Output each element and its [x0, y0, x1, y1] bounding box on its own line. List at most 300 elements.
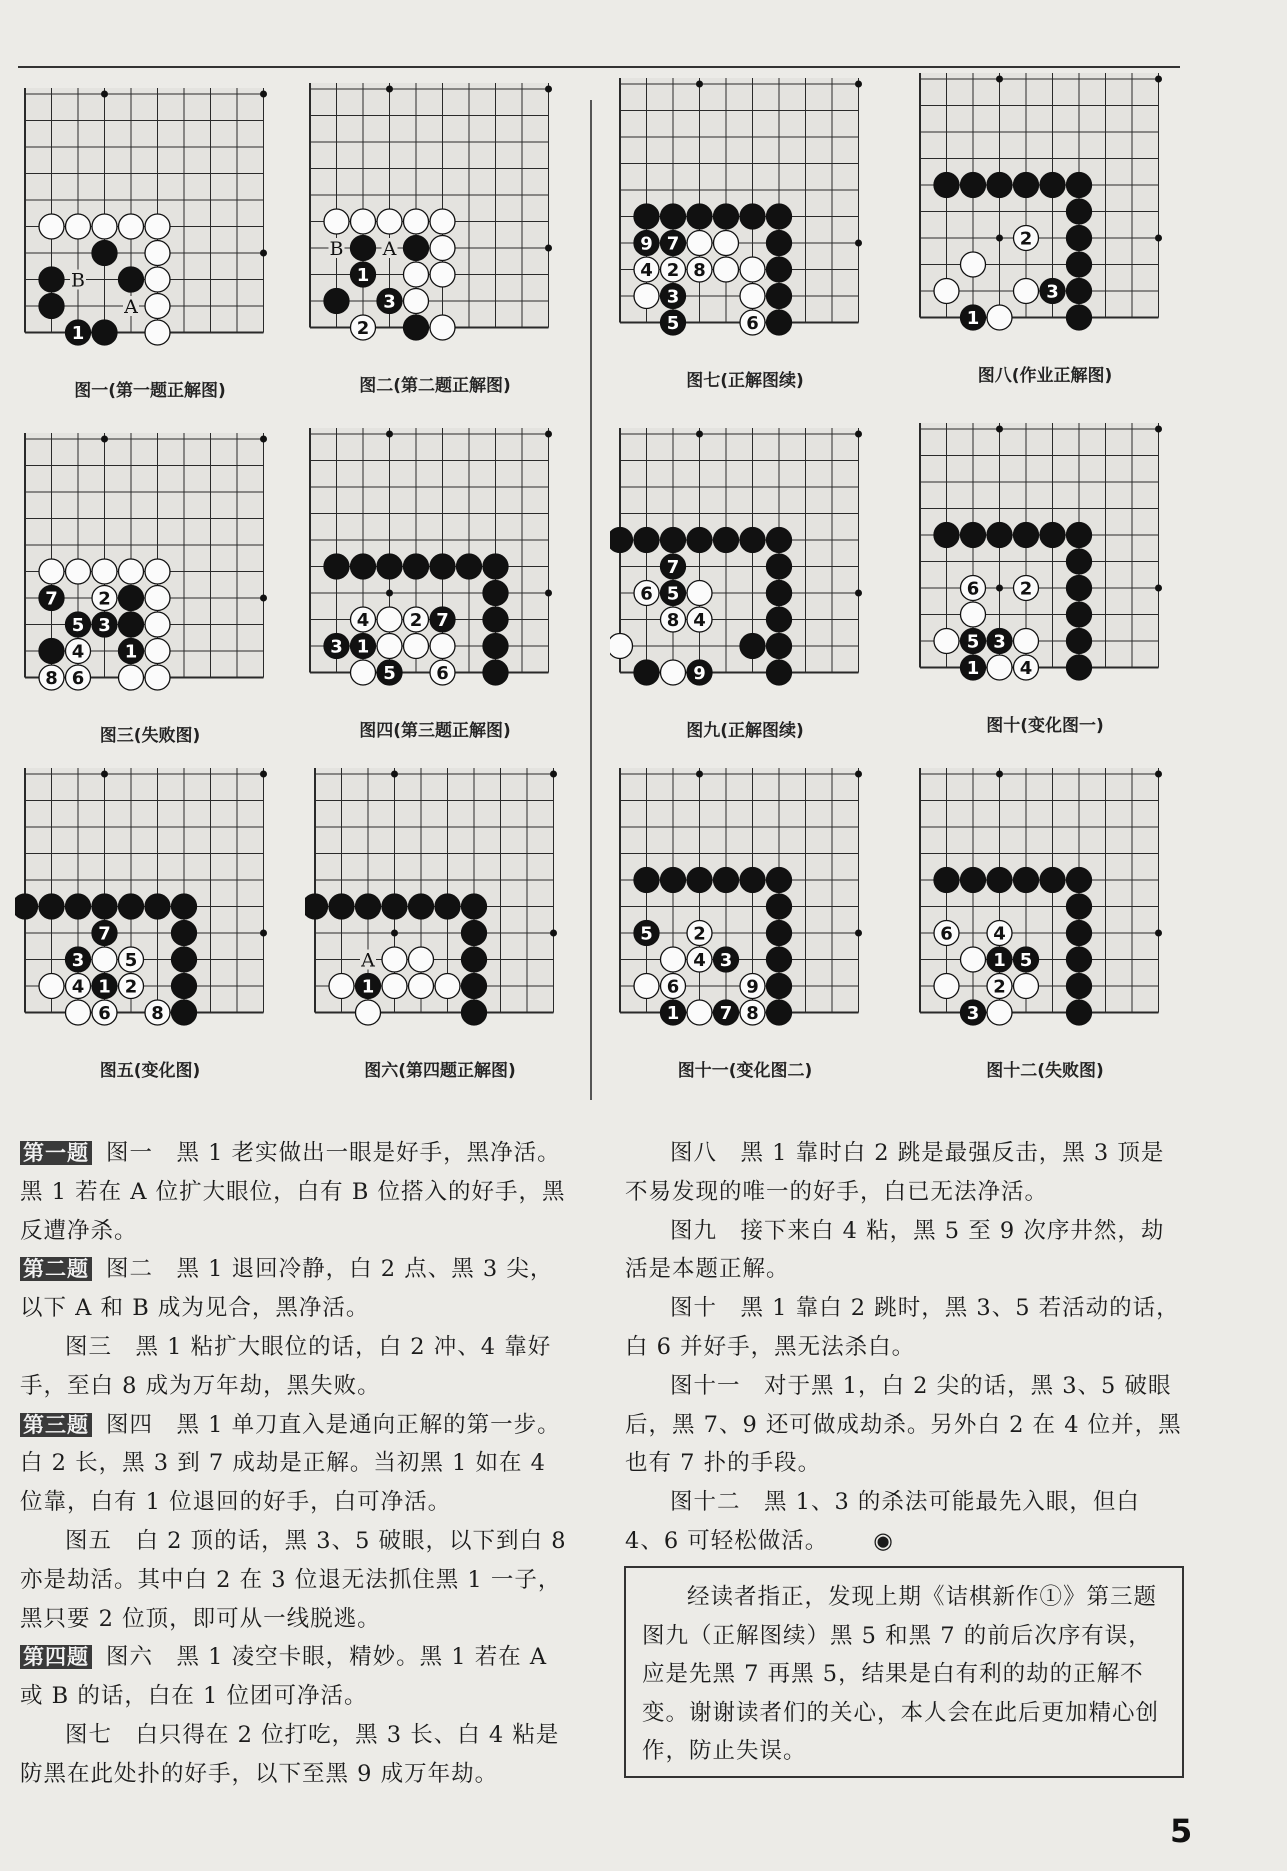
white-stone [39, 974, 64, 999]
point-label: B [329, 238, 344, 260]
go-board [610, 420, 880, 720]
diagram-caption: 图一(第一题正解图) [74, 381, 226, 401]
move-number: 1 [356, 265, 370, 286]
black-stone [404, 554, 429, 579]
move-number: 6 [746, 313, 759, 334]
paragraph: 图七 白只得在 2 位打吃，黑 3 长、白 4 粘是防黑在此处扑的好手，以下至黑 9 成万年劫。 [20, 1721, 560, 1787]
black-stone [119, 612, 144, 637]
move-number: 4 [693, 610, 706, 631]
black-stone [1067, 629, 1092, 654]
board-surface [920, 73, 1159, 318]
black-stone [1014, 523, 1039, 548]
white-stone [119, 665, 144, 690]
move-number: 5 [383, 663, 396, 684]
black-stone [934, 173, 959, 198]
black-stone [462, 894, 487, 919]
white-stone [430, 634, 455, 659]
black-stone [1067, 549, 1092, 574]
black-stone [767, 660, 792, 685]
black-stone [767, 284, 792, 309]
white-stone [404, 209, 429, 234]
paragraph-text: 图四 黑 1 单刀直入是通向正解的第一步。白 2 长，黑 3 到 7 成劫是正解。当初黑 1 如在 4 位靠，白有 1 位退回的好手，白可净活。 [20, 1411, 561, 1516]
diagram-figure [910, 415, 1180, 745]
white-stone [356, 1000, 381, 1025]
correction-box [624, 1566, 1184, 1778]
black-stone [1067, 305, 1092, 330]
black-stone [934, 868, 959, 893]
white-stone [382, 947, 407, 972]
move-number: 1 [356, 636, 370, 658]
diagram-caption: 图六(第四题正解图) [364, 1061, 516, 1081]
go-board [910, 760, 1180, 1060]
black-stone [987, 523, 1012, 548]
column-divider [590, 100, 592, 1100]
star-point [260, 930, 267, 937]
right-text-column [625, 1134, 1185, 1561]
diagram-figure [610, 70, 880, 400]
white-stone [740, 257, 765, 282]
paragraph: 图十 黑 1 靠白 2 跳时，黑 3、5 若活动的话，白 6 并好手，黑无法杀白。 [625, 1295, 1180, 1360]
move-number: 5 [666, 313, 680, 334]
white-stone [1014, 974, 1039, 999]
move-number: 3 [71, 950, 85, 971]
white-stone [351, 660, 376, 685]
black-stone [172, 1000, 197, 1025]
star-point [1155, 771, 1162, 778]
black-stone [767, 868, 792, 893]
black-stone [767, 581, 792, 606]
move-number: 8 [45, 668, 58, 689]
black-stone [767, 1000, 792, 1025]
white-stone [961, 252, 986, 277]
white-stone [934, 974, 959, 999]
move-number: 1 [361, 976, 375, 998]
paragraph-text: 图一 黑 1 老实做出一眼是好手，黑净活。黑 1 若在 A 位扩大眼位，白有 B 位搭入的好手，黑反遭净杀。 [20, 1140, 566, 1244]
black-stone [145, 894, 170, 919]
white-stone [145, 267, 170, 292]
white-stone [145, 639, 170, 664]
board-surface [920, 768, 1159, 1013]
move-number: 6 [666, 976, 680, 998]
go-board [300, 75, 570, 375]
black-stone [1067, 947, 1092, 972]
go-board [15, 80, 285, 380]
white-stone [430, 236, 455, 261]
star-point [550, 771, 557, 778]
white-stone [430, 262, 455, 287]
black-stone [92, 241, 117, 266]
black-stone [767, 231, 792, 256]
black-stone [404, 236, 429, 261]
diagram-caption: 图二(第二题正解图) [359, 376, 511, 396]
board-surface [25, 433, 264, 678]
black-stone [1067, 173, 1092, 198]
move-number: 2 [1019, 228, 1033, 250]
diagram-figure [610, 760, 880, 1090]
star-point [550, 930, 557, 937]
black-stone [15, 894, 38, 919]
black-stone [409, 894, 434, 919]
diagram-caption: 图四(第三题正解图) [359, 721, 511, 741]
paragraph: 图五 白 2 顶的话，黑 3、5 破眼，以下到白 8 亦是劫活。其中白 2 在 3 位退无法抓住黑 1 一子，黑只要 2 位顶，即可从一线脱逃。 [20, 1527, 567, 1632]
black-stone [634, 660, 659, 685]
move-number: 5 [966, 631, 980, 653]
go-board [910, 415, 1180, 715]
problem-tag: 第一题 [20, 1141, 92, 1165]
move-number: 3 [719, 950, 733, 971]
black-stone [1067, 921, 1092, 946]
white-stone [987, 655, 1012, 680]
black-stone [1067, 279, 1092, 304]
black-stone [92, 320, 117, 345]
move-number: 1 [71, 323, 85, 344]
star-point [545, 590, 552, 597]
diagram-figure [910, 65, 1180, 395]
black-stone [39, 639, 64, 664]
correction-text: 经读者指正，发现上期《诘棋新作①》第三题图九（正解图续）黑 5 和黑 7 的前后次序有误，应是先黑 7 再黑 5，结果是白有利的劫的正解不变。谢谢读者们的关心，本人会在此后更加精心创作，防止失误。 [642, 1584, 1160, 1764]
star-point [386, 86, 393, 93]
black-stone [961, 868, 986, 893]
black-stone [435, 894, 460, 919]
white-stone [324, 209, 349, 234]
problem-tag: 第二题 [20, 1257, 92, 1281]
move-number: 4 [71, 976, 85, 998]
white-stone [119, 559, 144, 584]
diagram-caption: 图九(正解图续) [686, 721, 804, 741]
move-number: 7 [98, 923, 111, 945]
black-stone [39, 894, 64, 919]
diagram-caption: 图十(变化图一) [986, 716, 1104, 736]
diagram-figure [15, 425, 285, 755]
black-stone [714, 528, 739, 553]
black-stone [377, 554, 402, 579]
move-number: 8 [693, 260, 706, 281]
black-stone [987, 868, 1012, 893]
white-stone [382, 974, 407, 999]
star-point [101, 91, 108, 98]
problem-tag: 第三题 [20, 1413, 92, 1437]
white-stone [377, 607, 402, 632]
black-stone [305, 894, 328, 919]
go-board [15, 425, 285, 725]
white-stone [740, 284, 765, 309]
black-stone [483, 634, 508, 659]
white-stone [145, 559, 170, 584]
move-number: 1 [124, 641, 138, 663]
black-stone [66, 894, 91, 919]
black-stone [767, 974, 792, 999]
black-stone [1014, 173, 1039, 198]
star-point [855, 431, 862, 438]
black-stone [1067, 602, 1092, 627]
paragraph: 图三 黑 1 粘扩大眼位的话，白 2 冲、4 靠好手，至白 8 成为万年劫，黑失败。 [20, 1333, 552, 1399]
black-stone [119, 586, 144, 611]
move-number: 2 [1019, 578, 1033, 600]
white-stone [145, 665, 170, 690]
black-stone [39, 267, 64, 292]
star-point [545, 86, 552, 93]
go-board [15, 760, 285, 1060]
black-stone [324, 289, 349, 314]
paragraph-text: 图十二 黑 1、3 的杀法可能最先入眼，但白 4、6 可轻松做活。 [625, 1489, 1140, 1554]
white-stone [934, 629, 959, 654]
go-board [610, 760, 880, 1060]
black-stone [172, 921, 197, 946]
black-stone [462, 947, 487, 972]
move-number: 2 [124, 976, 138, 998]
move-number: 8 [746, 1003, 759, 1024]
white-stone [430, 209, 455, 234]
move-number: 4 [640, 260, 653, 281]
star-point [855, 930, 862, 937]
star-point [1155, 426, 1162, 433]
white-stone [409, 947, 434, 972]
move-number: 6 [71, 668, 85, 689]
black-stone [1067, 252, 1092, 277]
diagram-figure [910, 760, 1180, 1090]
white-stone [39, 214, 64, 239]
move-number: 6 [940, 923, 953, 945]
white-stone [66, 559, 91, 584]
move-number: 1 [966, 308, 980, 329]
black-stone [1040, 523, 1065, 548]
black-stone [172, 894, 197, 919]
move-number: 5 [640, 923, 653, 945]
black-stone [767, 257, 792, 282]
black-stone [610, 528, 633, 553]
star-point [391, 930, 398, 937]
white-stone [119, 214, 144, 239]
move-number: 3 [1046, 281, 1059, 303]
move-number: 1 [966, 658, 980, 679]
star-point [696, 431, 703, 438]
star-point [1155, 76, 1162, 83]
star-point [391, 771, 398, 778]
black-stone [39, 294, 64, 319]
move-number: 1 [98, 976, 111, 998]
black-stone [1067, 1000, 1092, 1025]
black-stone [1067, 974, 1092, 999]
move-number: 2 [666, 260, 680, 281]
move-number: 7 [436, 610, 449, 631]
problem-tag: 第四题 [20, 1645, 92, 1669]
white-stone [92, 947, 117, 972]
paragraph [20, 1250, 568, 1328]
white-stone [145, 320, 170, 345]
black-stone [987, 173, 1012, 198]
move-number: 8 [151, 1003, 164, 1024]
diagram-figure [610, 420, 880, 750]
white-stone [404, 634, 429, 659]
white-stone [1014, 279, 1039, 304]
black-stone [462, 974, 487, 999]
white-stone [39, 559, 64, 584]
black-stone [767, 921, 792, 946]
white-stone [92, 214, 117, 239]
black-stone [404, 315, 429, 340]
black-stone [462, 921, 487, 946]
move-number: 4 [71, 641, 85, 663]
star-point [1155, 235, 1162, 242]
black-stone [1014, 868, 1039, 893]
white-stone [961, 947, 986, 972]
white-stone [329, 974, 354, 999]
move-number: 2 [356, 318, 370, 339]
white-stone [145, 612, 170, 637]
white-stone [661, 660, 686, 685]
black-stone [1067, 226, 1092, 251]
star-point [996, 426, 1003, 433]
black-stone [740, 634, 765, 659]
left-text-column [20, 1134, 568, 1794]
move-number: 9 [746, 976, 759, 998]
move-number: 5 [1019, 950, 1033, 971]
black-stone [634, 204, 659, 229]
move-number: 8 [666, 610, 680, 631]
move-number: 6 [436, 663, 449, 684]
white-stone [634, 974, 659, 999]
star-point [1155, 585, 1162, 592]
star-point [996, 235, 1003, 242]
black-stone [1067, 868, 1092, 893]
move-number: 4 [1019, 658, 1033, 679]
white-stone [66, 1000, 91, 1025]
black-stone [661, 868, 686, 893]
black-stone [767, 607, 792, 632]
black-stone [351, 554, 376, 579]
board-surface [25, 768, 264, 1013]
diagram-figure [305, 760, 575, 1090]
star-point [386, 590, 393, 597]
black-stone [356, 894, 381, 919]
black-stone [1067, 199, 1092, 224]
paragraph: 图八 黑 1 靠时白 2 跳是最强反击，黑 3 顶是不易发现的唯一的好手，白已无法净活。 [625, 1140, 1165, 1205]
star-point [1155, 930, 1162, 937]
move-number: 6 [98, 1003, 111, 1024]
black-stone [767, 894, 792, 919]
white-stone [610, 634, 633, 659]
black-stone [767, 634, 792, 659]
diagram-figure [300, 75, 570, 405]
white-stone [145, 586, 170, 611]
go-board [305, 760, 575, 1060]
move-number: 7 [666, 233, 680, 255]
black-stone [119, 267, 144, 292]
black-stone [634, 868, 659, 893]
black-stone [430, 554, 455, 579]
white-stone [687, 581, 712, 606]
board-surface [310, 428, 549, 673]
move-number: 7 [719, 1003, 733, 1024]
point-label: A [361, 949, 375, 972]
page-number: 5 [1170, 1812, 1193, 1850]
white-stone [92, 559, 117, 584]
point-label: A [382, 238, 397, 260]
black-stone [119, 894, 144, 919]
move-number: 5 [71, 615, 85, 636]
white-stone [404, 262, 429, 287]
star-point [996, 76, 1003, 83]
diagram-caption: 图十一(变化图二) [677, 1061, 813, 1081]
black-stone [92, 894, 117, 919]
black-stone [634, 528, 659, 553]
black-stone [767, 528, 792, 553]
black-stone [687, 868, 712, 893]
black-stone [483, 554, 508, 579]
paragraph [20, 1638, 568, 1716]
move-number: 1 [993, 950, 1006, 971]
black-stone [740, 868, 765, 893]
black-stone [961, 173, 986, 198]
move-number: 4 [693, 950, 706, 971]
end-mark-icon: ◉ [873, 1527, 894, 1554]
paragraph [20, 1406, 568, 1522]
black-stone [382, 894, 407, 919]
star-point [855, 771, 862, 778]
move-number: 3 [666, 286, 680, 308]
black-stone [483, 607, 508, 632]
white-stone [714, 231, 739, 256]
white-stone [377, 209, 402, 234]
move-number: 4 [993, 923, 1006, 945]
black-stone [324, 554, 349, 579]
diagram-caption: 图十二(失败图) [986, 1061, 1104, 1081]
move-number: 2 [693, 923, 706, 945]
star-point [260, 436, 267, 443]
diagram-caption: 图八(作业正解图) [977, 366, 1113, 386]
black-stone [172, 974, 197, 999]
white-stone [934, 279, 959, 304]
white-stone [66, 214, 91, 239]
diagram-figure [15, 760, 285, 1090]
black-stone [1067, 655, 1092, 680]
star-point [260, 771, 267, 778]
board-surface [920, 423, 1159, 668]
diagram-caption: 图七(正解图续) [686, 371, 804, 391]
black-stone [740, 528, 765, 553]
paragraph-text: 图二 黑 1 退回冷静，白 2 点、黑 3 尖，以下 A 和 B 成为见合，黑净活。 [20, 1256, 554, 1322]
board-surface [620, 768, 859, 1013]
white-stone [687, 1000, 712, 1025]
move-number: 3 [966, 1003, 980, 1024]
diagram-caption: 图五(变化图) [99, 1061, 201, 1081]
white-stone [404, 289, 429, 314]
go-board [610, 70, 880, 370]
star-point [855, 81, 862, 88]
star-point [696, 771, 703, 778]
black-stone [1067, 894, 1092, 919]
move-number: 9 [693, 663, 706, 684]
move-number: 9 [640, 233, 653, 255]
black-stone [714, 868, 739, 893]
black-stone [934, 523, 959, 548]
star-point [855, 240, 862, 247]
star-point [386, 431, 393, 438]
white-stone [430, 315, 455, 340]
black-stone [483, 581, 508, 606]
move-number: 6 [966, 578, 980, 600]
star-point [545, 431, 552, 438]
diagram-caption: 图三(失败图) [99, 726, 201, 746]
star-point [260, 595, 267, 602]
white-stone [987, 305, 1012, 330]
board-surface [315, 768, 554, 1013]
white-stone [145, 241, 170, 266]
black-stone [661, 204, 686, 229]
black-stone [767, 204, 792, 229]
go-board [300, 420, 570, 720]
board-surface [620, 78, 859, 323]
